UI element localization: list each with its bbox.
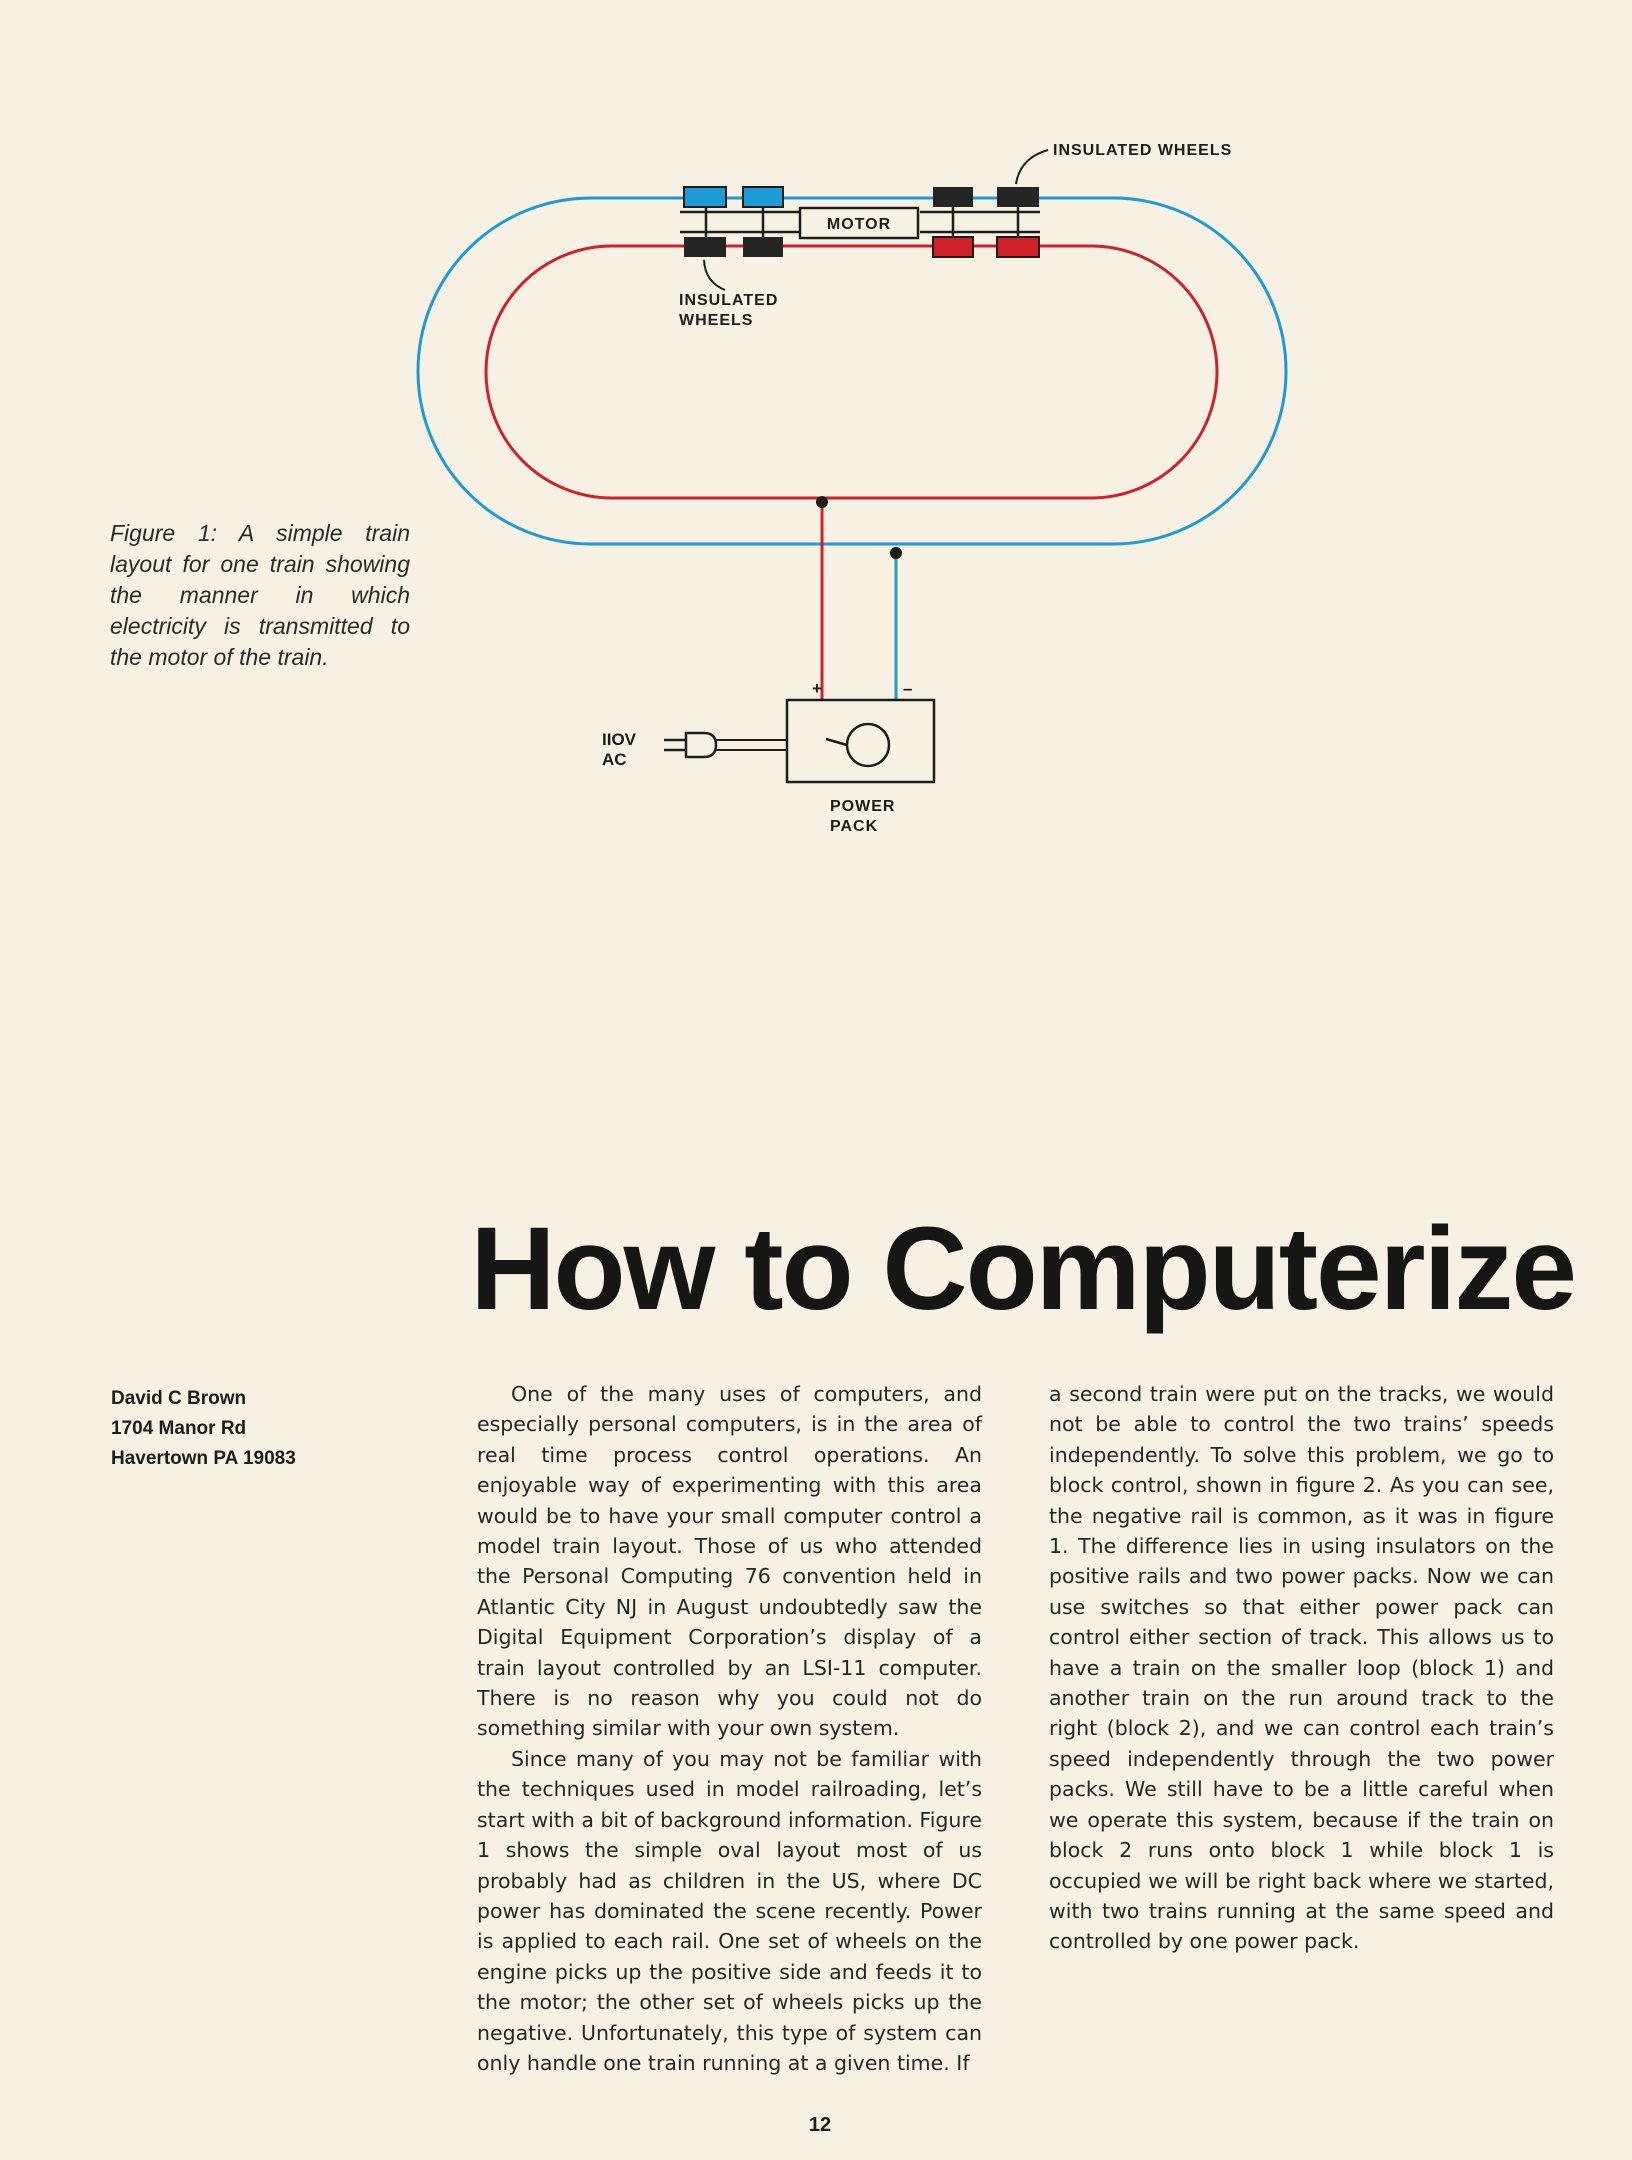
label-voltage-1: IIOV xyxy=(602,730,637,749)
wheel-icon xyxy=(933,237,973,257)
label-minus: – xyxy=(903,679,913,698)
label-plus: + xyxy=(812,679,822,698)
positive-rail xyxy=(486,246,1217,498)
body-paragraph: Since many of you may not be familiar with the techniques used in model railroading, let’s start with a bit of background information. Figure 1 shows the simple oval layout most of us probably had as children in the US, where DC power has dominated the scene recently. Power is applied to each rail. One set of wheels on the engine picks up the positive side and feeds it to the motor; the other set of wheels picks up the negative. Unfortunately, this type of system can only handle one train running at a given time. If xyxy=(477,1746,982,2075)
wheel-icon xyxy=(684,187,726,207)
leader-line-top xyxy=(1016,150,1048,184)
author-name: David C Brown xyxy=(111,1388,247,1409)
body-column-left xyxy=(477,1379,982,2078)
junction-dot xyxy=(890,547,902,559)
label-insulated-wheels-bottom-1: INSULATED xyxy=(679,292,779,309)
body-column-right xyxy=(1049,1379,1554,1957)
plug-icon xyxy=(686,733,716,757)
label-motor: MOTOR xyxy=(826,216,892,233)
page-number: 12 xyxy=(808,2114,832,2136)
article-title: How to Computerize xyxy=(470,1203,1575,1336)
wheel-icon xyxy=(997,237,1039,257)
train-layout-figure xyxy=(0,0,1632,900)
body-paragraph-continued: a second train were put on the tracks, we would not be able to control the two trains’ speeds independently. To solve this problem, we go to block control, shown in figure 2. As you can see, the negative rail is common, as it was in figure 1. The difference lies in using insulators on the positive rails and two power packs. Now we can use switches so that either power pack can control either section of track. This allows us to have a train on the smaller loop (block 1) and another train on the run around track to the right (block 2), and we can control each train’s speed independently through the two power packs. We still have to be a little careful when we operate this system, because if the train on block 2 runs onto block 1 while block 1 is occupied we will be right back where we started, with two trains running at the same speed and controlled by one power pack. xyxy=(1049,1382,1554,1954)
author-city: Havertown PA 19083 xyxy=(111,1448,296,1469)
wheel-icon xyxy=(743,187,783,207)
author-street: 1704 Manor Rd xyxy=(111,1418,247,1439)
body-paragraph: One of the many uses of computers, and especially personal computers, is in the area of real time process control operations. An enjoyable way of experimenting with this area would be to have your small computer control a model train layout. Those of us who attended the Personal Computing 76 convention held in Atlantic City NJ in August undoubtedly saw the Digital Equipment Corporation’s display of a train layout controlled by an LSI-11 computer. There is no reason why you could not do something similar with your own system. xyxy=(477,1382,982,1741)
wheel-icon xyxy=(997,187,1039,207)
wheel-icon xyxy=(684,237,726,257)
knob-pointer xyxy=(826,739,847,745)
label-power-pack-2: PACK xyxy=(830,818,879,835)
label-insulated-wheels-top: INSULATED WHEELS xyxy=(1053,142,1233,159)
figure-caption: Figure 1: A simple train layout for one train showing the manner in which electricity is transmitted to the motor of the train. xyxy=(110,520,410,670)
label-voltage-2: AC xyxy=(602,750,627,769)
label-insulated-wheels-bottom-2: WHEELS xyxy=(679,312,754,329)
author-block xyxy=(111,1384,371,1474)
junction-dot xyxy=(816,496,828,508)
wheel-icon xyxy=(743,237,783,257)
power-pack-box xyxy=(787,700,934,782)
negative-rail xyxy=(418,198,1286,544)
speed-knob-icon xyxy=(847,724,889,766)
label-power-pack-1: POWER xyxy=(830,798,896,815)
wheel-icon xyxy=(933,187,973,207)
leader-line-bottom xyxy=(704,260,725,290)
